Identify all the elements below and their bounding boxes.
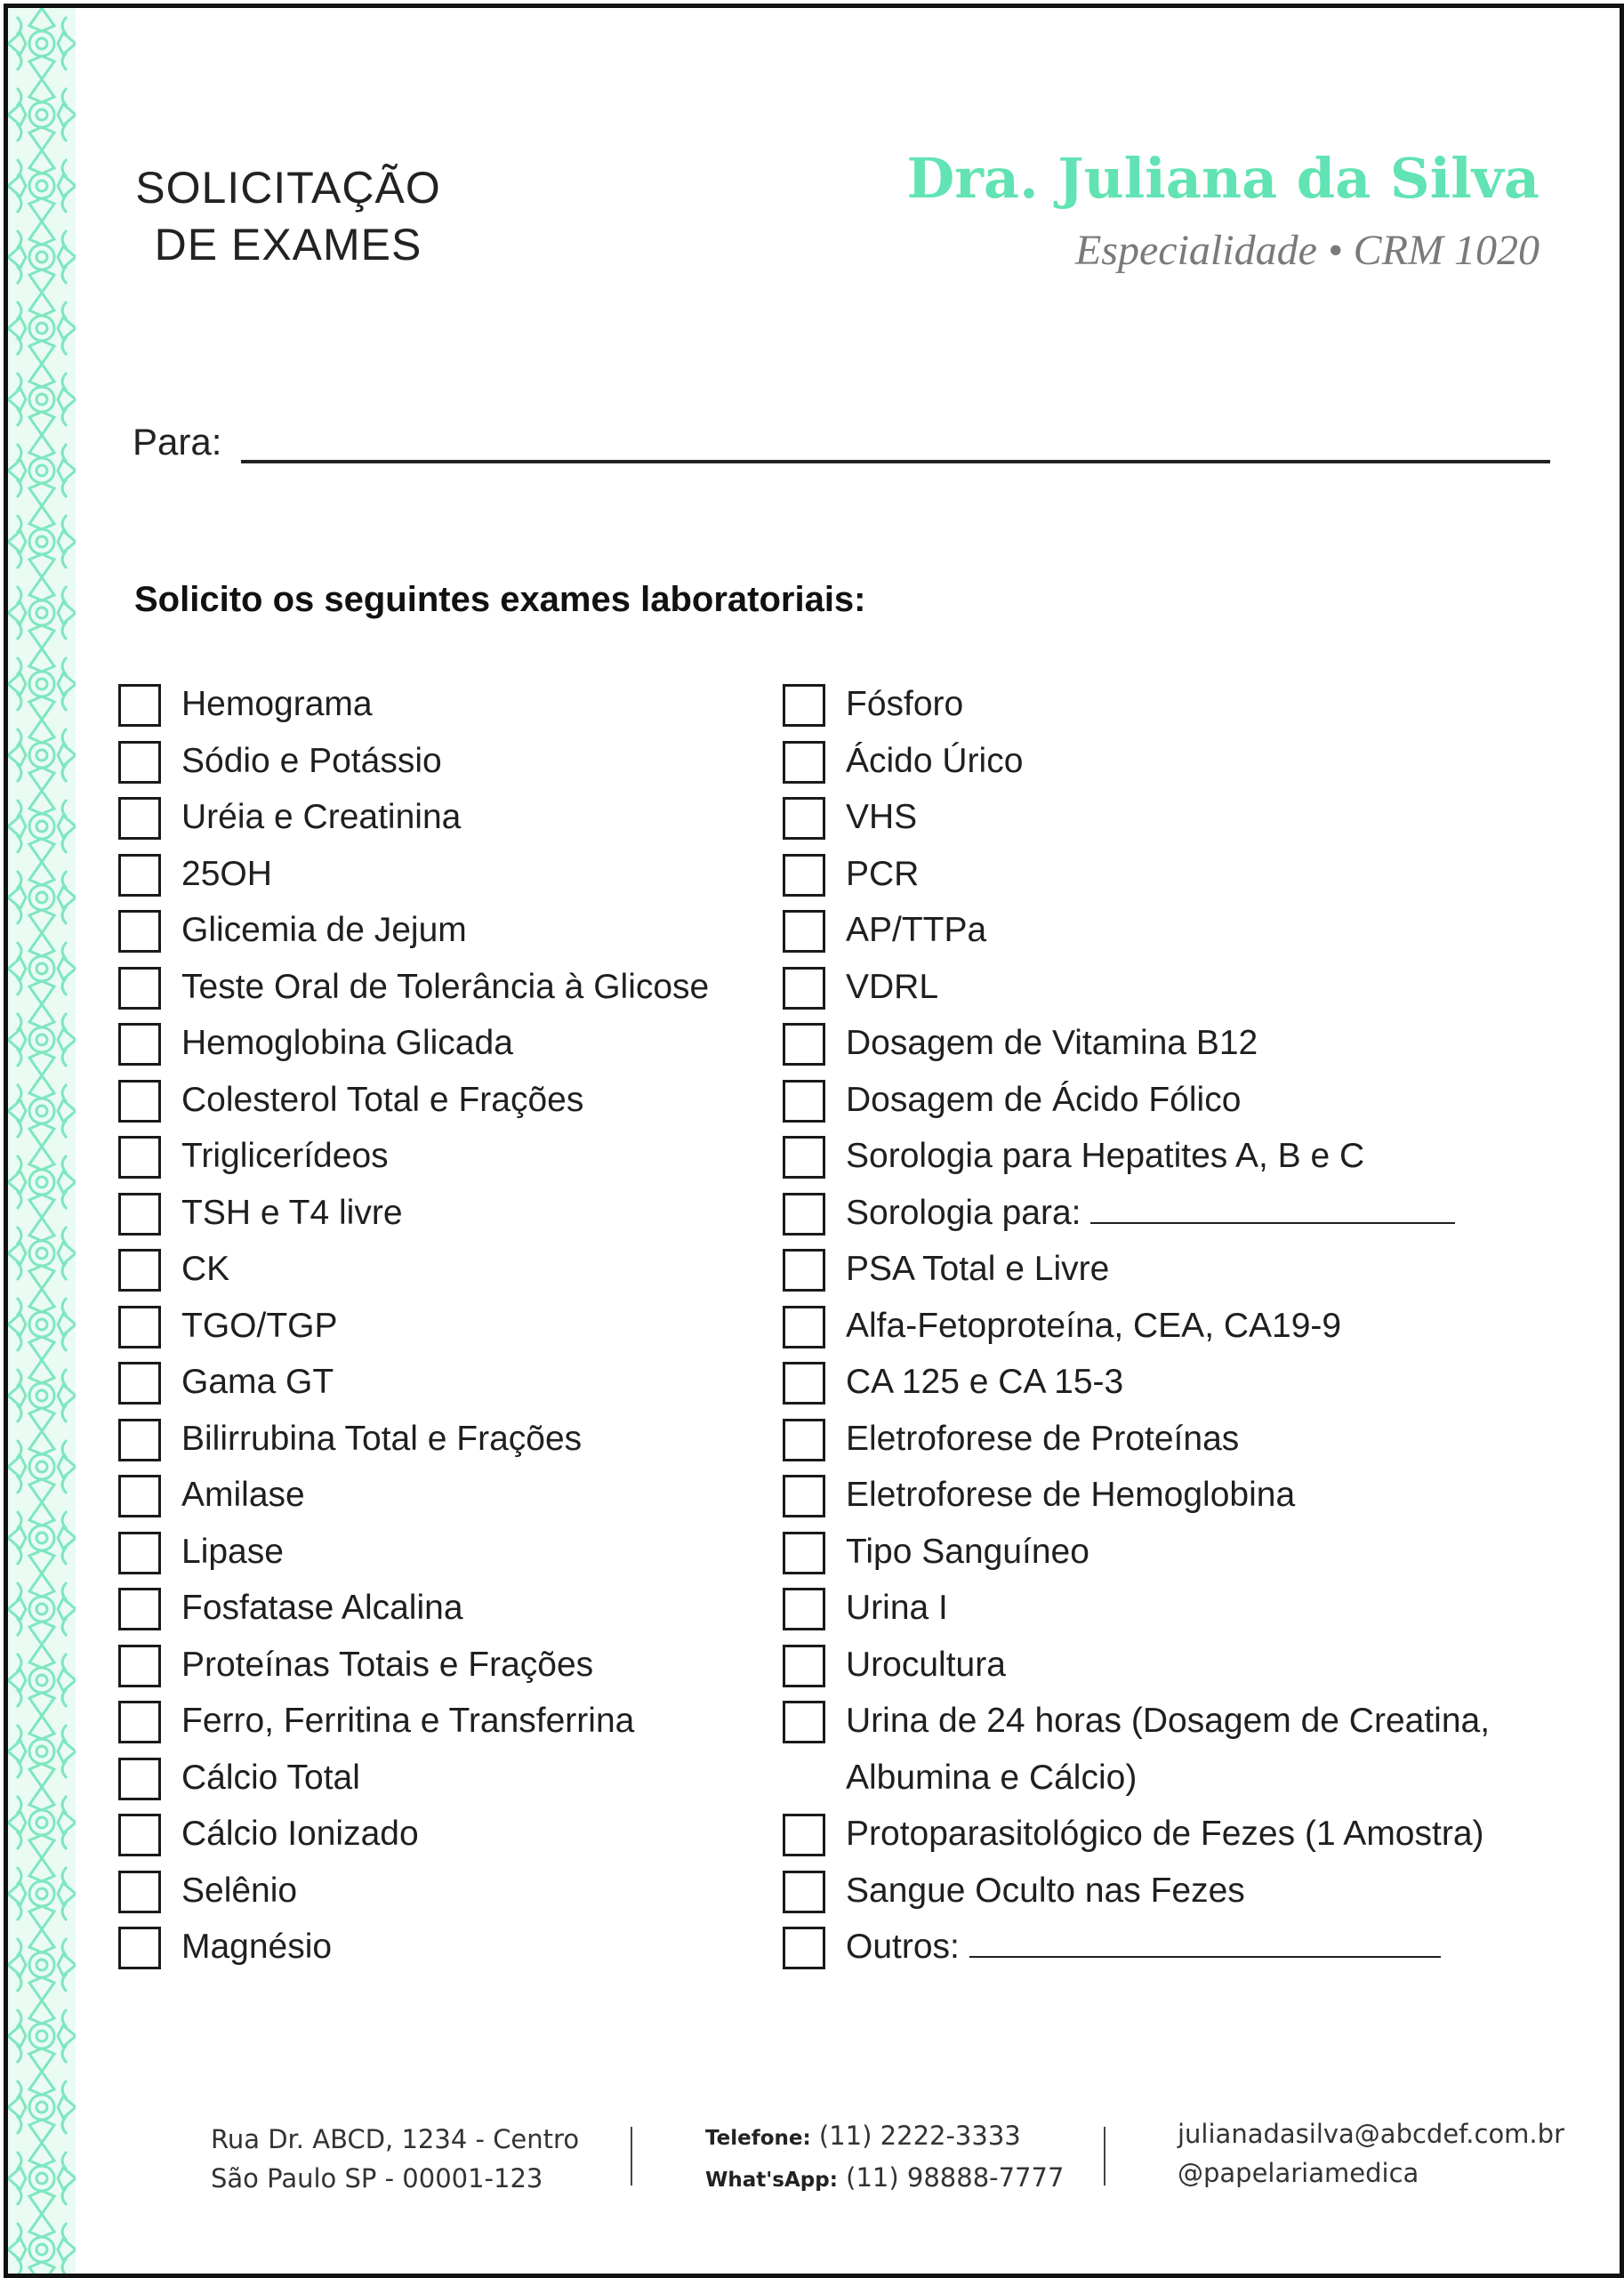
exam-checkbox[interactable] xyxy=(118,684,161,727)
email-address: julianadasilva@abcdef.com.br xyxy=(1178,2119,1564,2149)
exam-item[interactable] xyxy=(783,1015,1583,1072)
exam-label: Protoparasitológico de Fezes (1 Amostra) xyxy=(846,1815,1484,1853)
exam-checkbox[interactable] xyxy=(118,1701,161,1743)
exam-item[interactable] xyxy=(783,846,1583,903)
address-line2: São Paulo SP - 00001-123 xyxy=(211,2163,543,2193)
exam-checkbox[interactable] xyxy=(783,1249,825,1292)
exam-checkbox[interactable] xyxy=(783,1588,825,1630)
exam-checkbox[interactable] xyxy=(118,1193,161,1236)
exam-checkbox[interactable] xyxy=(783,1419,825,1461)
exam-item[interactable] xyxy=(118,1185,776,1242)
footer-divider xyxy=(631,2127,632,2185)
exam-label: PSA Total e Livre xyxy=(846,1250,1110,1288)
exam-label: Alfa-Fetoproteína, CEA, CA19-9 xyxy=(846,1306,1342,1345)
exam-item[interactable] xyxy=(118,1241,776,1298)
exam-item[interactable] xyxy=(118,902,776,959)
exam-checkbox[interactable] xyxy=(118,1249,161,1292)
exam-item[interactable] xyxy=(118,1467,776,1524)
exam-checkbox[interactable] xyxy=(783,1306,825,1348)
exam-label: Fósforo xyxy=(846,685,964,723)
exam-label: Ácido Úrico xyxy=(846,741,1024,780)
exam-item[interactable] xyxy=(118,1806,776,1863)
exam-checkbox[interactable] xyxy=(783,1814,825,1856)
exam-label: VDRL xyxy=(846,967,939,1006)
exam-checkbox[interactable] xyxy=(118,1362,161,1405)
exam-label-with-blank xyxy=(846,1185,1455,1242)
exam-item[interactable] xyxy=(118,846,776,903)
exam-list-left xyxy=(118,676,776,1976)
address-line1: Rua Dr. ABCD, 1234 - Centro xyxy=(211,2124,580,2154)
exam-item[interactable] xyxy=(783,1298,1583,1355)
exam-item[interactable] xyxy=(118,1354,776,1411)
exam-item[interactable] xyxy=(783,733,1583,790)
exam-item[interactable] xyxy=(118,1128,776,1185)
exam-label: Eletroforese de Proteínas xyxy=(846,1419,1240,1458)
exam-item[interactable] xyxy=(118,676,776,733)
exam-checkbox[interactable] xyxy=(783,1193,825,1236)
exam-checkbox[interactable] xyxy=(783,854,825,897)
recipient-field[interactable] xyxy=(241,460,1550,463)
exam-checkbox[interactable] xyxy=(783,1645,825,1687)
exam-checkbox[interactable] xyxy=(118,1080,161,1123)
exam-checkbox[interactable] xyxy=(118,1023,161,1066)
decorative-pattern-strip xyxy=(8,8,76,2274)
sorologia-blank[interactable] xyxy=(1090,1221,1455,1224)
footer-online xyxy=(1178,2114,1564,2193)
exam-label-line1: Urina de 24 horas (Dosagem de Creatina, xyxy=(846,1702,1491,1740)
exam-checkbox[interactable] xyxy=(783,1362,825,1405)
exam-item[interactable] xyxy=(118,1637,776,1694)
exam-label: AP/TTPa xyxy=(846,911,987,949)
exam-item[interactable] xyxy=(118,1750,776,1807)
exam-checkbox[interactable] xyxy=(118,1136,161,1179)
exam-label: Colesterol Total e Frações xyxy=(181,1080,584,1119)
exam-label: Amilase xyxy=(181,1476,305,1514)
exam-item[interactable] xyxy=(783,1524,1583,1581)
exam-label-line2: Albumina e Cálcio) xyxy=(846,1758,1138,1797)
exam-item[interactable] xyxy=(783,1354,1583,1411)
exam-item[interactable] xyxy=(118,1072,776,1129)
exam-label: Proteínas Totais e Frações xyxy=(181,1645,594,1684)
exam-label-multiline xyxy=(846,1693,1490,1806)
exam-label: Teste Oral de Tolerância à Glicose xyxy=(181,967,710,1006)
exam-checkbox[interactable] xyxy=(118,1532,161,1574)
whatsapp-label: What'sApp: xyxy=(705,2169,838,2192)
exam-label: Magnésio xyxy=(181,1928,333,1966)
exam-item[interactable] xyxy=(783,959,1583,1016)
exam-checkbox[interactable] xyxy=(783,797,825,840)
exam-item[interactable] xyxy=(118,959,776,1016)
exam-checkbox[interactable] xyxy=(118,910,161,953)
exam-checkbox[interactable] xyxy=(118,797,161,840)
exam-label: Cálcio Total xyxy=(181,1758,360,1797)
exam-label: PCR xyxy=(846,854,920,893)
exam-item[interactable] xyxy=(783,1806,1583,1863)
footer-divider xyxy=(1104,2127,1105,2185)
exam-label-with-blank xyxy=(846,1919,1441,1976)
form-title xyxy=(110,159,466,273)
whatsapp-number: (11) 98888-7777 xyxy=(846,2162,1065,2193)
exam-checkbox[interactable] xyxy=(783,1475,825,1517)
sorologia-label: Sorologia para: xyxy=(846,1193,1081,1232)
exam-label: Urina I xyxy=(846,1589,948,1627)
outros-label: Outros: xyxy=(846,1928,960,1966)
exam-item[interactable] xyxy=(783,789,1583,846)
exam-checkbox[interactable] xyxy=(118,1927,161,1969)
exam-label: TSH e T4 livre xyxy=(181,1193,403,1232)
exam-label: CA 125 e CA 15-3 xyxy=(846,1363,1124,1401)
exam-label: TGO/TGP xyxy=(181,1306,338,1345)
prescription-sheet xyxy=(4,4,1624,2278)
form-title-line2: DE EXAMES xyxy=(154,220,422,270)
exam-item[interactable] xyxy=(783,1919,1583,1976)
exam-label: CK xyxy=(181,1250,230,1288)
doctor-specialty: Especialidade • CRM 1020 xyxy=(1074,227,1540,274)
exam-item[interactable] xyxy=(783,1467,1583,1524)
exam-item[interactable] xyxy=(783,676,1583,733)
exam-label: VHS xyxy=(846,798,918,836)
exam-item[interactable] xyxy=(118,1863,776,1920)
exam-checkbox[interactable] xyxy=(118,1306,161,1348)
exam-label: Sódio e Potássio xyxy=(181,741,442,780)
exam-checkbox[interactable] xyxy=(118,1814,161,1856)
exam-label: Sorologia para Hepatites A, B e C xyxy=(846,1137,1365,1175)
exam-item[interactable] xyxy=(118,1580,776,1637)
exam-checkbox[interactable] xyxy=(783,1080,825,1123)
exam-item[interactable] xyxy=(783,902,1583,959)
phone-number: (11) 2222-3333 xyxy=(818,2121,1021,2151)
exam-checkbox[interactable] xyxy=(118,967,161,1010)
exam-label: Selênio xyxy=(181,1871,298,1910)
exam-list-right xyxy=(783,676,1583,1976)
exam-item[interactable] xyxy=(118,789,776,846)
exam-item[interactable] xyxy=(783,1411,1583,1468)
exam-label: 25OH xyxy=(181,854,272,893)
recipient-label: Para: xyxy=(133,421,222,463)
exam-item[interactable] xyxy=(783,1128,1583,1185)
exam-checkbox[interactable] xyxy=(118,1419,161,1461)
exam-item[interactable] xyxy=(783,1863,1583,1920)
exam-label: Gama GT xyxy=(181,1363,334,1401)
exam-checkbox[interactable] xyxy=(783,910,825,953)
exam-label: Dosagem de Vitamina B12 xyxy=(846,1024,1258,1062)
exam-item[interactable] xyxy=(783,1637,1583,1694)
exam-checkbox[interactable] xyxy=(783,684,825,727)
exam-item[interactable] xyxy=(118,1693,776,1750)
exam-label: Bilirrubina Total e Frações xyxy=(181,1419,583,1458)
exam-label: Triglicerídeos xyxy=(181,1137,389,1175)
exam-label: Fosfatase Alcalina xyxy=(181,1589,463,1627)
exam-checkbox[interactable] xyxy=(783,1871,825,1913)
exam-checkbox[interactable] xyxy=(118,1645,161,1687)
exam-item[interactable] xyxy=(783,1185,1583,1242)
exam-label: Sangue Oculto nas Fezes xyxy=(846,1871,1245,1910)
exam-checkbox[interactable] xyxy=(118,854,161,897)
phone-label: Telefone: xyxy=(705,2127,811,2150)
exam-checkbox[interactable] xyxy=(783,1927,825,1969)
exam-checkbox[interactable] xyxy=(118,741,161,784)
section-heading: Solicito os seguintes exames laboratoriais: xyxy=(134,580,866,619)
exam-checkbox[interactable] xyxy=(118,1758,161,1800)
exam-item[interactable] xyxy=(783,1241,1583,1298)
exam-label: Dosagem de Ácido Fólico xyxy=(846,1080,1242,1119)
exam-label: Hemograma xyxy=(181,685,373,723)
exam-label: Lipase xyxy=(181,1532,284,1571)
exam-item[interactable] xyxy=(118,1298,776,1355)
exam-label: Eletroforese de Hemoglobina xyxy=(846,1476,1296,1514)
exam-checkbox[interactable] xyxy=(783,1023,825,1066)
exam-item[interactable] xyxy=(118,1411,776,1468)
exam-label: Glicemia de Jejum xyxy=(181,911,467,949)
exam-checkbox[interactable] xyxy=(783,741,825,784)
exam-item[interactable] xyxy=(118,1015,776,1072)
exam-label: Tipo Sanguíneo xyxy=(846,1532,1089,1571)
exam-label: Urocultura xyxy=(846,1645,1006,1684)
exam-item[interactable] xyxy=(783,1693,1583,1806)
exam-checkbox[interactable] xyxy=(783,1136,825,1179)
exam-item[interactable] xyxy=(783,1580,1583,1637)
exam-label: Cálcio Ionizado xyxy=(181,1815,419,1853)
footer-contact xyxy=(705,2116,1064,2200)
exam-checkbox[interactable] xyxy=(118,1475,161,1517)
exam-checkbox[interactable] xyxy=(118,1871,161,1913)
social-handle: @papelariamedica xyxy=(1178,2158,1419,2188)
exam-checkbox[interactable] xyxy=(783,1532,825,1574)
exam-label: Ferro, Ferritina e Transferrina xyxy=(181,1702,635,1740)
exam-item[interactable] xyxy=(118,1919,776,1976)
exam-checkbox[interactable] xyxy=(118,1588,161,1630)
form-title-line1: SOLICITAÇÃO xyxy=(135,163,441,213)
exam-checkbox[interactable] xyxy=(783,967,825,1010)
exam-checkbox[interactable] xyxy=(783,1701,825,1743)
exam-label: Hemoglobina Glicada xyxy=(181,1024,513,1062)
doctor-name: Dra. Juliana da Silva xyxy=(906,146,1540,211)
exam-item[interactable] xyxy=(118,733,776,790)
exam-label: Uréia e Creatinina xyxy=(181,798,462,836)
footer-address xyxy=(211,2120,579,2198)
exam-item[interactable] xyxy=(783,1072,1583,1129)
exam-item[interactable] xyxy=(118,1524,776,1581)
outros-blank[interactable] xyxy=(969,1955,1441,1958)
